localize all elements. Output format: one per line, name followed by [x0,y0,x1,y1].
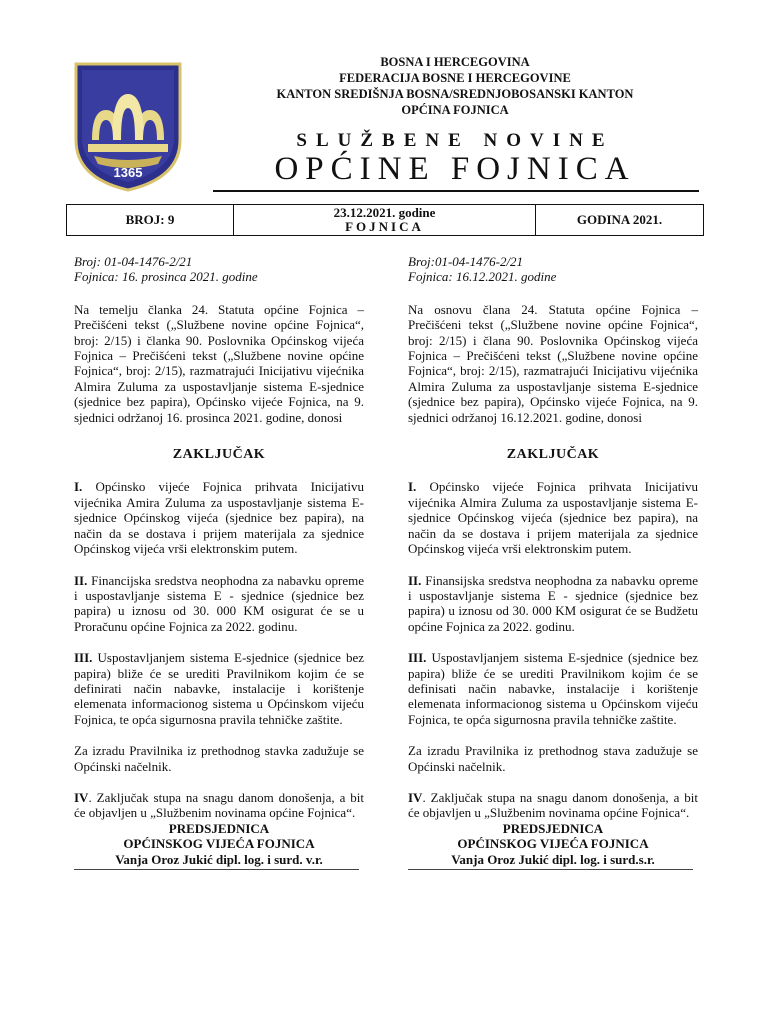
left-article-4: IV. Zaključak stupa na snagu danom donošenja, a bit će objavljen u „Službenim novinama općine Fojnica“. [74,789,364,821]
header-federation: FEDERACIJA BOSNE I HERCEGOVINE [339,71,571,85]
right-article-1: I. Općinsko vijeće Fojnica prihvata Inicijativu vijećnika Almira Zuluma za uspostavljanje sistema E-sjednice Općinskog vijeća (sjednice bez papira), na način da se dostava i prijem materijala za sjednice Općinskog vijeća vrši elektronskim putem. [408,479,698,557]
issue-year: GODINA 2021. [576,212,663,227]
right-reference-number: Broj:01-04-1476-2/21 [408,254,524,269]
right-heading: ZAKLJUČAK [506,447,600,463]
header-country: BOSNA I HERCEGOVINA [380,55,530,69]
left-reference-number: Broj: 01-04-1476-2/21 [74,254,193,269]
left-signature-title: PREDSJEDNICA [168,820,270,836]
right-date: Fojnica: 16.12.2021. godine [408,269,557,285]
left-heading: ZAKLJUČAK [172,447,266,463]
left-preamble: Na temelju članka 24. Statuta općine Fojnica – Prečišćeni tekst („Službene novine općine Fojnica“, broj: 2/15) i članka 90. Poslovnika Općinskog vijeća Fojnica – Prečišćeni tekst („Službene novine općine Fojnica“, broj: 2/15), razmatrajući Inicijativu vijećnika Almira Zuluma za uspostavljanje sistema E-sjednice (sjednice bez papira), Općinsko vijeće Fojnica, na 9. sjednici održanoj 16. prosinca 2021. godine, donosi [74,301,364,425]
right-signature-name: Vanja Oroz Jukić dipl. log. i surd.s.r. [451,851,655,867]
left-article-3: III. Uspostavljanjem sistema E-sjednice (sjednice bez papira) bliže će se urediti Pravilnikom kojim će se definirati način nabavke, instalacije i korištenje elemenata informacionog sistema u Općinskom vijeću Fojnica, te opća sigurnosna pravila tehničke zaštite. [74,650,364,727]
left-article-1: I. Općinsko vijeće Fojnica prihvata Inicijativu vijećnika Amira Zuluma za uspostavljanje sistema E-sjednice Općinskog vijeća (sjednice bez papira), na način da se dostava i prijem materijala za sjednice Općinskog vijeća vrši elektronskim putem. [74,479,364,557]
right-signature-title: PREDSJEDNICA [502,820,604,836]
right-article-4: IV. Zaključak stupa na snagu danom donošenja, a bit će objavljen u „Službenim novinama općine Fojnica“. [408,789,698,821]
right-signature-line [408,869,693,870]
right-article-3-paragraph: Za izradu Pravilnika iz prethodnog stava zadužuje se Općinski načelnik. [408,743,698,774]
title-divider [213,190,699,192]
publication-title: OPĆINE FOJNICA [274,151,636,187]
right-article-2: II. Finansijska sredstva neophodna za nabavku opreme i uspostavljanje sistema E - sjednice (sjednice bez papira) u iznosu od 30. 000 KM osigurat će se Budžetu općine Fojnica za 2022. godinu. [408,572,698,634]
issue-info-box [66,204,704,236]
left-signature-name: Vanja Oroz Jukić dipl. log. i surd. v.r. [115,851,323,867]
issue-date: 23.12.2021. godine [333,205,436,220]
issue-place: FOJNICA [345,219,424,234]
left-column [74,254,364,870]
left-signature-block [74,821,364,867]
masthead-header [210,54,700,118]
issue-number: BROJ: 9 [67,205,234,235]
publication-subtitle: SLUŽBENE NOVINE [296,130,614,151]
crest-year: 1365 [113,165,143,180]
left-article-3-paragraph: Za izradu Pravilnika iz prethodnog stavka zadužuje se Općinski načelnik. [74,743,364,774]
right-article-3: III. Uspostavljanjem sistema E-sjednice (sjednice bez papira) bliže će se urediti Pravilnikom kojim će se definisati način nabavke, instalacije i korištenje elemenata informacionog sistema u Općinskom vijeću Fojnica, te opća sigurnosna pravila tehničke zaštite. [408,650,698,727]
right-preamble: Na osnovu člana 24. Statuta općine Fojnica – Prečišćeni tekst („Službene novine općine Fojnica“, broj: 2/15) i člana 90. Poslovnika Općinskog vijeća Fojnica – Prečišćeni tekst („Službene novine općine Fojnica“, broj: 2/15), razmatrajući Inicijativu vijećnika Almira Zuluma za uspostavljanje sistema E-sjednice (sjednice bez papira), Općinsko vijeće Fojnica, na 9. sjednici održanoj 16.12.2021. godine, donosi [408,301,698,425]
left-signature-body: OPĆINSKOG VIJEĆA FOJNICA [123,836,315,852]
header-canton: KANTON SREDIŠNJA BOSNA/SREDNJOBOSANSKI KANTON [276,87,634,101]
left-date: Fojnica: 16. prosinca 2021. godine [74,269,258,285]
issue-date-cell [234,205,536,235]
header-municipality: OPĆINA FOJNICA [401,103,509,117]
left-signature-line [74,869,359,870]
municipality-crest-icon [72,60,184,192]
right-signature-block [408,821,698,867]
left-article-2: II. Financijska sredstva neophodna za nabavku opreme i uspostavljanje sistema E - sjednice (sjednice bez papira) u iznosu od 30. 000 KM osigurat će se u Proračunu općine Fojnica za 2022. godinu. [74,572,364,634]
right-column [408,254,698,870]
right-signature-body: OPĆINSKOG VIJEĆA FOJNICA [457,836,649,852]
